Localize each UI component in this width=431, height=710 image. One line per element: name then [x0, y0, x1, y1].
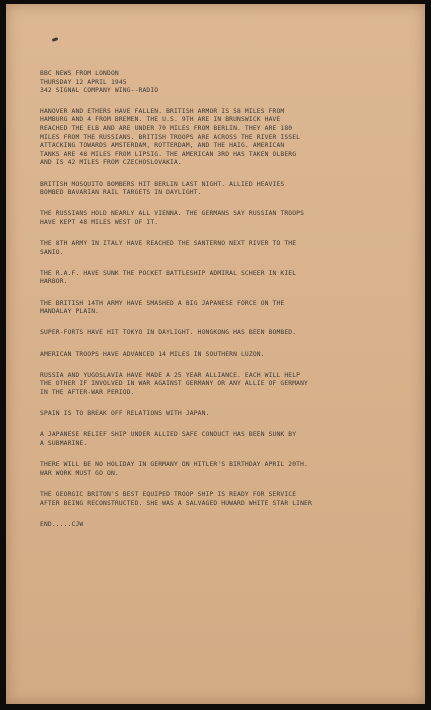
- news-line: MANDALAY PLAIN.: [40, 308, 100, 316]
- news-line: HANOVER AND ETHERS HAVE FALLEN. BRITISH ARMOR IS 58 MILES FROM: [40, 107, 285, 115]
- news-line: THE RUSSIANS HOLD NEARLY ALL VIENNA. THE GERMANS SAY RUSSIAN TROOPS: [40, 210, 305, 218]
- news-item: [40, 410, 402, 419]
- news-item: [40, 240, 402, 257]
- news-line: BRITISH MOSQUITO BOMBERS HIT BERLIN LAST NIGHT. ALLIED HEAVIES: [40, 180, 285, 188]
- news-line: IN THE AFTER-WAR PERIOD.: [40, 389, 135, 396]
- news-line: AFTER BEING RECONSTRUCTED. SHE WAS A SALVAGED HUWARD WHITE STAR LINER: [40, 499, 312, 507]
- news-item: [40, 210, 402, 227]
- news-item: [40, 108, 402, 168]
- news-line: A JAPANESE RELIEF SHIP UNDER ALLIED SAFE CONDUCT HAS BEEN SUNK BY: [40, 431, 297, 439]
- news-item: [40, 270, 402, 287]
- news-item: [40, 329, 402, 338]
- header-line: 342 SIGNAL COMPANY WING--RADIO: [40, 87, 159, 95]
- news-line: THE GEORGIC BRITON'S BEST EQUIPED TROOP SHIP IS READY FOR SERVICE: [40, 490, 297, 498]
- news-line: A SUBMARINE.: [40, 439, 88, 447]
- news-line: AMERICAN TROOPS HAVE ADVANCED 14 MILES IN SOUTHERN LUZON.: [40, 350, 265, 358]
- document-page: [6, 4, 425, 704]
- news-line: SPAIN IS TO BREAK OFF RELATIONS WITH JAPAN.: [40, 410, 210, 418]
- news-item: [40, 372, 402, 398]
- news-line: THERE WILL BE NO HOLIDAY IN GERMANY ON HITLER'S BIRTHDAY APRIL 20TH.: [40, 461, 308, 469]
- news-items: [40, 108, 402, 530]
- header-line: BBC NEWS FROM LONDON: [40, 70, 119, 77]
- news-line: END.....CJW: [40, 520, 84, 528]
- news-line: SUPER-FORTS HAVE HIT TOKYO IN DAYLIGHT. HONGKONG HAS BEEN BOMBED.: [40, 329, 297, 337]
- news-line: WAR WORK MUST GO ON.: [40, 469, 119, 477]
- news-item: [40, 521, 402, 530]
- news-line: RUSSIA AND YUGOSLAVIA HAVE MADE A 25 YEAR ALLIANCE. EACH WILL HELP: [40, 371, 301, 379]
- news-line: SANIO.: [40, 248, 64, 256]
- news-item: [40, 461, 402, 478]
- news-line: TANKS ARE 48 MILES FROM LIPSIG. THE AMERICAN 3RD HAS TAKEN OLBERG: [40, 150, 297, 158]
- header-block: [40, 70, 402, 96]
- news-item: [40, 181, 402, 198]
- bulletin-text: [40, 70, 402, 542]
- news-line: THE R.A.F. HAVE SUNK THE POCKET BATTLESHIP ADMIRAL SCHEER IN KIEL: [40, 269, 297, 277]
- news-line: BOMBED BAVARIAN RAIL TARGETS IN DAYLIGHT.: [40, 189, 202, 197]
- news-line: THE 8TH ARMY IN ITALY HAVE REACHED THE SANTERNO NEXT RIVER TO THE: [40, 240, 297, 248]
- header-line: THURSDAY 12 APRIL 1945: [40, 78, 127, 86]
- news-line: THE OTHER IF INVOLVED IN WAR AGAINST GERMANY OR ANY ALLIE OF GERMANY: [40, 380, 308, 388]
- news-line: ATTACKING TOWARDS AMSTERDAM, ROTTERDAM, AND THE HAIG. AMERICAN: [40, 142, 285, 150]
- pen-mark: [52, 37, 59, 42]
- news-item: [40, 300, 402, 317]
- news-line: REACHED THE ELB AND ARE UNDER 70 MILES FROM BERLIN. THEY ARE 180: [40, 124, 293, 132]
- news-line: MILES FROM THE RUSSIANS. BRITISH TROOPS ARE ACROSS THE RIVER ISSEL: [40, 133, 301, 141]
- news-item: [40, 431, 402, 448]
- news-line: THE BRITISH 14TH ARMY HAVE SMASHED A BIG JAPANESE FORCE ON THE: [40, 299, 285, 307]
- news-line: HARBOR.: [40, 278, 68, 286]
- news-item: [40, 491, 402, 508]
- news-line: HAMBURG AND 4 FROM BREMEN. THE U.S. 9TH ARE IN BRUNSWICK HAVE: [40, 116, 281, 124]
- news-item: [40, 351, 402, 360]
- news-line: HAVE KEPT 48 MILES WEST OF IT.: [40, 218, 159, 226]
- news-line: AND IS 42 MILES FROM CZECHOSLOVAKIA.: [40, 159, 182, 167]
